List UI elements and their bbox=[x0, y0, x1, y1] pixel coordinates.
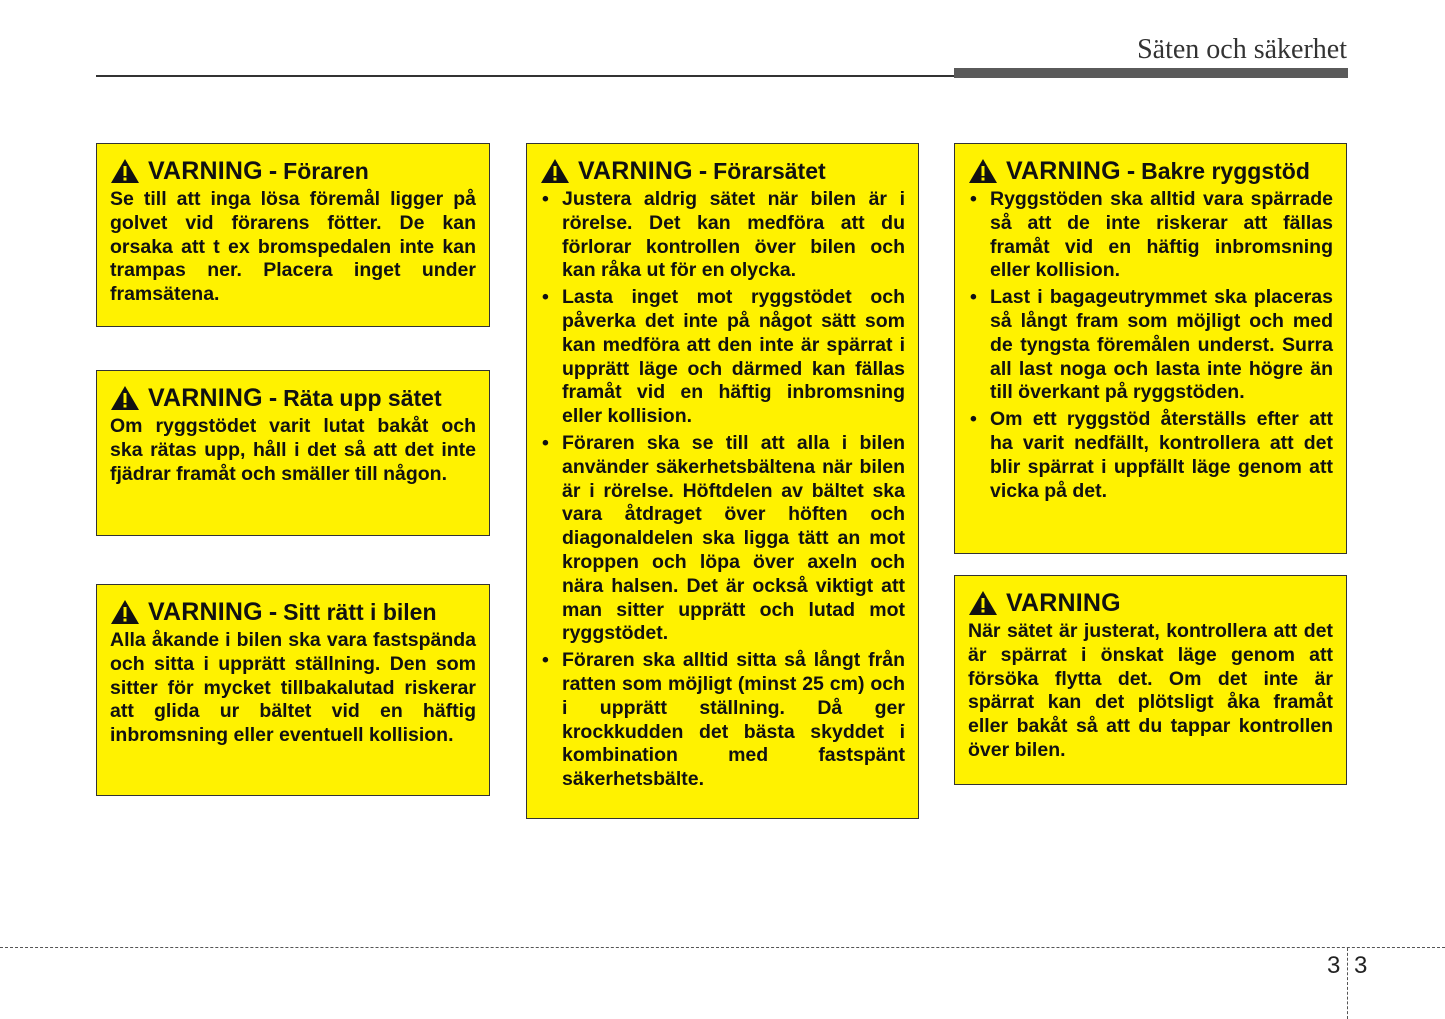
header-bar bbox=[954, 68, 1348, 78]
bullet-item: • Last i bagageutrymmet ska placeras så långt fram som möjligt och med de tyngsta föremålen underst. Surra all last noga och lasta inte högre än till överkant på ryggstöden. bbox=[968, 286, 1333, 405]
warning-subtitle: Föraren bbox=[283, 157, 369, 184]
warning-title bbox=[110, 383, 476, 413]
bullet-list bbox=[968, 188, 1333, 503]
title-separator: - bbox=[268, 597, 278, 626]
warning-triangle-icon bbox=[110, 599, 140, 625]
warning-label: VARNING bbox=[148, 383, 263, 412]
warning-subtitle: Bakre ryggstöd bbox=[1141, 157, 1310, 184]
warning-label: VARNING bbox=[1006, 156, 1121, 185]
warning-label: VARNING bbox=[578, 156, 693, 185]
warning-label: VARNING bbox=[148, 156, 263, 185]
title-separator: - bbox=[268, 383, 278, 412]
warning-box-rear-backrest bbox=[954, 143, 1347, 554]
page-number: 3 bbox=[1354, 952, 1368, 979]
title-separator: - bbox=[1126, 156, 1136, 185]
warning-text: Alla åkande i bilen ska vara fastspända och sitta i upprätt ställning. Den som sitter för mycket tillbakalutad riskerar att glida ur bältet vid en häftig inbromsning eller eventuell kollision. bbox=[110, 629, 476, 747]
title-separator: - bbox=[698, 156, 708, 185]
warning-label: VARNING bbox=[1006, 588, 1121, 617]
warning-text: Om ryggstödet varit lutat bakåt och ska rätas upp, håll i det så att det inte fjädrar framåt och smäller till någon. bbox=[110, 415, 476, 485]
bullet-item: • Ryggstöden ska alltid vara spärrade så att de inte riskerar att fällas framåt vid en häftig inbromsning eller kollision. bbox=[968, 188, 1333, 283]
bullet-item: • Lasta inget mot ryggstödet och påverka det inte på något sätt som kan medföra att den inte är spärrat i upprätt läge och därmed kan fällas framåt vid en häftig inbromsning eller kollision. bbox=[540, 286, 905, 429]
bullet-item: • Föraren ska se till att alla i bilen använder säkerhetsbältena när bilen är i rörelse. Höftdelen av bältet ska vara åtdraget över höften och diagonaldelen ska ligga tätt an mot kroppen och löpa över axeln och nära halsen. Det är också viktigt att man sitter upprätt och lutad mot ryggstödet. bbox=[540, 432, 905, 646]
warning-title bbox=[968, 588, 1333, 618]
warning-box-driver bbox=[96, 143, 490, 327]
chapter-number: 3 bbox=[1327, 952, 1341, 979]
footer-dashed-rule bbox=[0, 947, 1445, 948]
warning-box-straighten-seat bbox=[96, 370, 490, 536]
footer-dashed-divider bbox=[1347, 948, 1348, 1019]
bullet-item: • Om ett ryggstöd återställs efter att ha varit nedfällt, kontrollera att det blir spärrat i uppfällt läge genom att vicka på det. bbox=[968, 408, 1333, 503]
warning-box-sit-correctly bbox=[96, 584, 490, 796]
warning-title bbox=[110, 597, 476, 627]
warning-text: När sätet är justerat, kontrollera att det är spärrat i önskat läge genom att försöka flytta det. Om det inte är spärrat kan det plötsligt åka framåt eller bakåt så att du tappar kontrollen över bilen. bbox=[968, 620, 1333, 761]
warning-label: VARNING bbox=[148, 597, 263, 626]
warning-triangle-icon bbox=[968, 158, 998, 184]
title-separator: - bbox=[268, 156, 278, 185]
page-header-title: Säten och säkerhet bbox=[1137, 34, 1347, 65]
warning-triangle-icon bbox=[110, 158, 140, 184]
warning-triangle-icon bbox=[968, 590, 998, 616]
warning-title bbox=[968, 156, 1333, 186]
warning-box-seat-locked bbox=[954, 575, 1347, 785]
header-rule bbox=[96, 75, 954, 77]
bullet-list bbox=[540, 188, 905, 792]
warning-triangle-icon bbox=[110, 385, 140, 411]
warning-triangle-icon bbox=[540, 158, 570, 184]
warning-subtitle: Förarsätet bbox=[713, 157, 826, 184]
warning-box-driver-seat bbox=[526, 143, 919, 819]
warning-subtitle: Räta upp sätet bbox=[283, 384, 442, 411]
bullet-item: • Föraren ska alltid sitta så långt från ratten som möjligt (minst 25 cm) och i upprätt ställning. Då ger krockkudden det bästa skyddet i kombination med fastspänt säkerhetsbälte. bbox=[540, 649, 905, 792]
warning-title bbox=[110, 156, 476, 186]
warning-text: Se till att inga lösa föremål ligger på golvet vid förarens fötter. De kan orsaka att t ex bromspedalen inte kan trampas ner. Placera inget under framsätena. bbox=[110, 188, 476, 306]
warning-subtitle: Sitt rätt i bilen bbox=[283, 598, 437, 625]
bullet-item: • Justera aldrig sätet när bilen är i rörelse. Det kan medföra att du förlorar kontrollen över bilen och kan råka ut för en olycka. bbox=[540, 188, 905, 283]
warning-title bbox=[540, 156, 905, 186]
